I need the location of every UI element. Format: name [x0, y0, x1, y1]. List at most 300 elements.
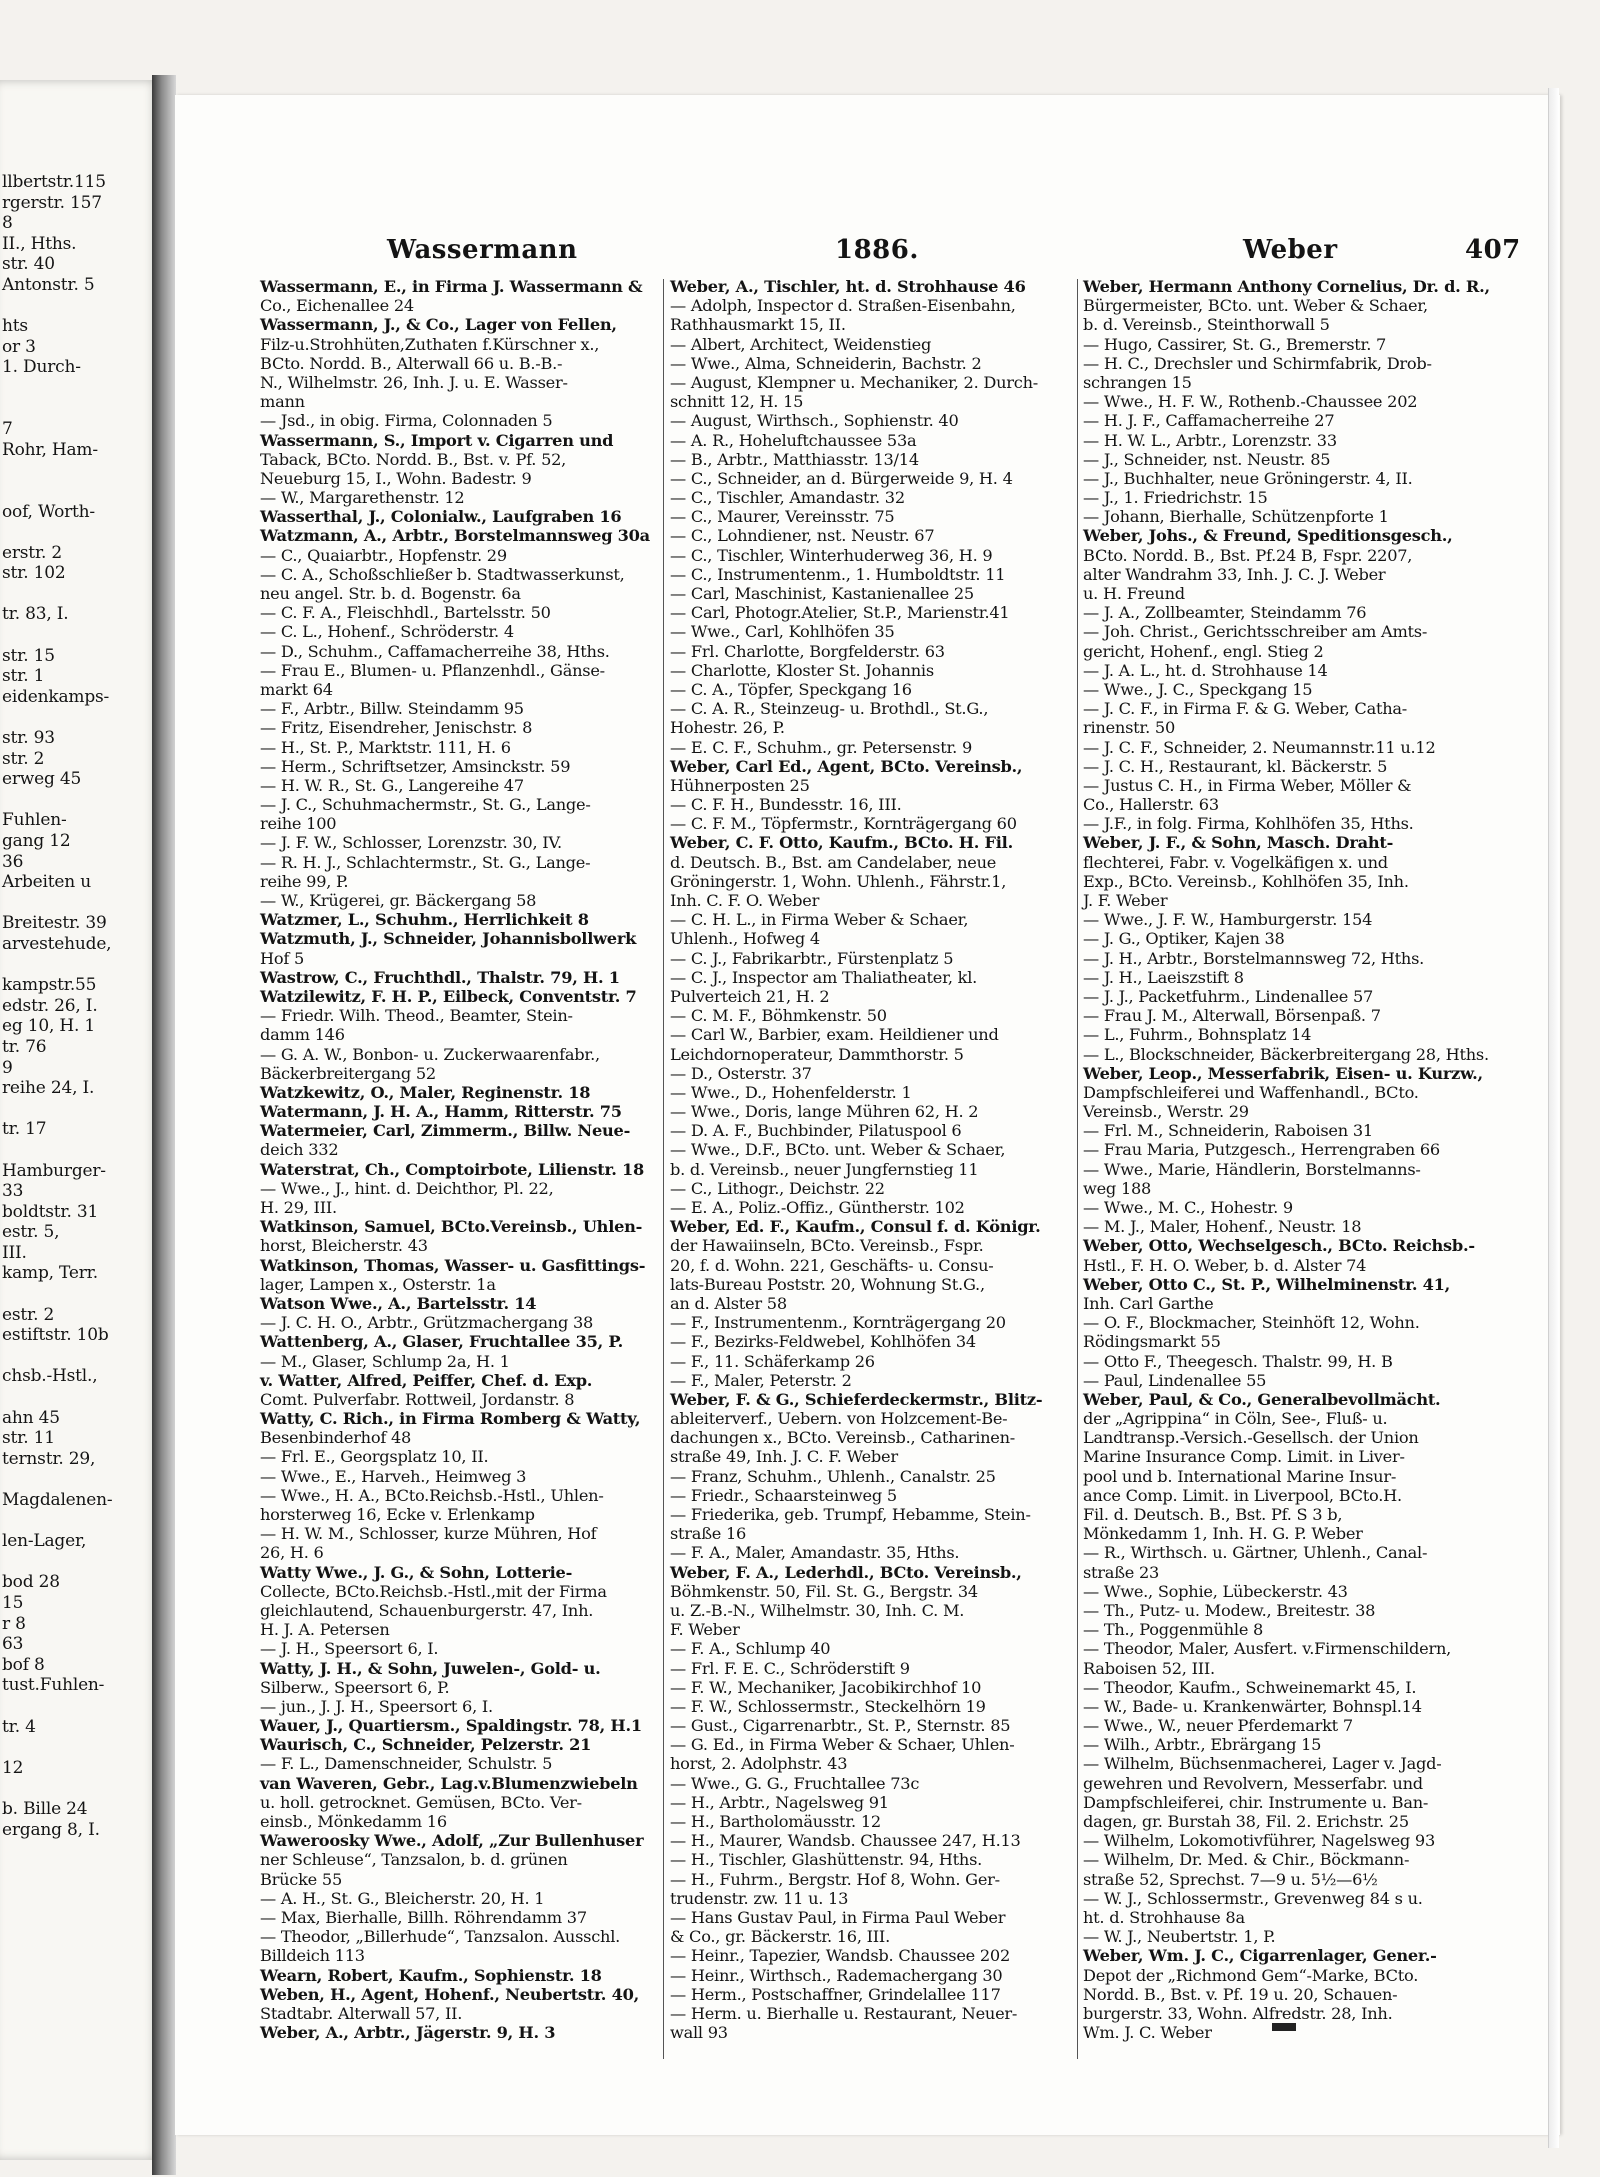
- directory-entry-line: Inh. Carl Garthe: [1083, 1293, 1214, 1313]
- left-page-line: [2, 460, 160, 481]
- directory-entry-line: — Wwe., D.F., BCto. unt. Weber & Schaer,: [670, 1140, 1006, 1160]
- directory-entry-line: — Franz, Schuhm., Uhlenh., Canalstr. 25: [670, 1466, 996, 1486]
- left-page-line: or 3: [2, 336, 36, 357]
- directory-entry-line: — C. F. H., Bundesstr. 16, III.: [670, 795, 902, 815]
- left-page-line: [2, 1737, 160, 1758]
- directory-entry-line: Collecte, BCto.Reichsb.-Hstl.,mit der Firma: [260, 1581, 607, 1601]
- directory-entry-line: — F. W., Mechaniker, Jacobikirchhof 10: [670, 1677, 982, 1697]
- directory-entry-line: — D., Schuhm., Caffamacherreihe 38, Hths.: [260, 641, 610, 661]
- directory-entry-line: ableiterverf., Uebern. von Holzcement-Be-: [670, 1409, 1008, 1429]
- directory-entry-line: Rödingsmarkt 55: [1083, 1332, 1221, 1352]
- directory-entry-head: Weber, F. & G., Schieferdeckermstr., Blitz-: [670, 1389, 1043, 1409]
- directory-entry-head: Wattenberg, A., Glaser, Fruchtallee 35, P.: [260, 1332, 624, 1352]
- directory-entry-line: — Wwe., D., Hohenfelderstr. 1: [670, 1082, 912, 1102]
- directory-entry-line: — Theodor, „Billerhude“, Tanzsalon. Ausschl.: [260, 1927, 621, 1947]
- directory-entry-line: — W. J., Neubertstr. 1, P.: [1083, 1927, 1276, 1947]
- directory-entry-line: — C. A., Töpfer, Speckgang 16: [670, 679, 912, 699]
- directory-entry-line: — Frau Maria, Putzgesch., Herrengraben 66: [1083, 1140, 1440, 1160]
- directory-entry-line: — H., Fuhrm., Bergstr. Hof 8, Wohn. Ger-: [670, 1869, 1000, 1889]
- directory-entry-line: — Carl, Maschinist, Kastanienallee 25: [670, 584, 974, 603]
- left-page-line: str. 15: [2, 645, 55, 666]
- directory-entry-line: Raboisen 52, III.: [1083, 1658, 1215, 1678]
- left-page-line: str. 40: [2, 254, 55, 275]
- directory-entry-line: ance Comp. Limit. in Liverpool, BCto.H.: [1083, 1485, 1402, 1505]
- directory-entry-line: Hstl., F. H. O. Weber, b. d. Alster 74: [1083, 1255, 1367, 1275]
- directory-entry-line: — Wwe., Alma, Schneiderin, Bachstr. 2: [670, 353, 982, 373]
- directory-entry-line: Hof 5: [260, 948, 305, 968]
- directory-entry-line: — H., Arbtr., Nagelsweg 91: [670, 1792, 889, 1812]
- directory-entry-line: — C., Maurer, Vereinsstr. 75: [670, 507, 895, 527]
- directory-entry-line: — B., Arbtr., Matthiasstr. 13/14: [670, 449, 919, 469]
- directory-entry-line: — F., Instrumentenm., Kornträgergang 20: [670, 1313, 1006, 1333]
- directory-entry-line: Pulverteich 21, H. 2: [670, 986, 830, 1006]
- directory-entry-line: — Johann, Bierhalle, Schützenpforte 1: [1083, 507, 1389, 527]
- directory-entry-line: — Paul, Lindenallee 55: [1083, 1370, 1267, 1390]
- directory-entry-head: Watermann, J. H. A., Hamm, Ritterstr. 75: [260, 1102, 622, 1122]
- directory-entry-line: — Wwe., J. C., Speckgang 15: [1083, 679, 1313, 699]
- directory-entry-line: — Herm., Schriftsetzer, Amsinckstr. 59: [260, 756, 571, 776]
- directory-entry-line: — Otto F., Theegesch. Thalstr. 99, H. B: [1083, 1351, 1393, 1371]
- directory-entry-line: mann: [260, 392, 305, 412]
- directory-entry-head: Weber, Leop., Messerfabrik, Eisen- u. Kurzw.,: [1083, 1063, 1483, 1083]
- left-page-line: eg 10, H. 1: [2, 1016, 96, 1037]
- directory-entry-line: dachungen x., BCto. Vereinsb., Catharinen-: [670, 1428, 1016, 1448]
- directory-entry-line: Dampfschleiferei, chir. Instrumente u. Ban-: [1083, 1792, 1429, 1812]
- directory-entry-line: u. holl. getrocknet. Gemüsen, BCto. Ver-: [260, 1792, 582, 1812]
- left-page-line: erweg 45: [2, 769, 82, 790]
- directory-entry-line: — C. J., Fabrikarbtr., Fürstenplatz 5: [670, 948, 954, 968]
- directory-entry-line: — M. J., Maler, Hohenf., Neustr. 18: [1083, 1217, 1362, 1237]
- directory-entry-line: — J.F., in folg. Firma, Kohlhöfen 35, Hths.: [1083, 814, 1414, 834]
- left-page-line: chsb.-Hstl.,: [2, 1366, 98, 1387]
- directory-entry-line: — F., Maler, Peterstr. 2: [670, 1370, 852, 1390]
- directory-entry-head: Watzmer, L., Schuhm., Herrlichkeit 8: [260, 910, 589, 930]
- directory-entry-line: — J. C. F., Schneider, 2. Neumannstr.11 u.12: [1083, 737, 1436, 757]
- directory-column-3: [1083, 277, 1523, 2042]
- directory-entry-line: — J. C. H. O., Arbtr., Grützmachergang 38: [260, 1313, 594, 1333]
- left-page-line: str. 2: [2, 748, 45, 769]
- directory-entry-head: Watzilewitz, F. H. P., Eilbeck, Conventstr. 7: [260, 986, 637, 1006]
- directory-entry-head: Weber, Johs., & Freund, Speditionsgesch.,: [1083, 526, 1453, 546]
- directory-entry-line: — J. F. W., Schlosser, Lorenzstr. 30, IV.: [260, 833, 562, 853]
- left-page-line: [2, 399, 160, 420]
- left-page-line: rgerstr. 157: [2, 192, 102, 213]
- directory-entry-line: — L., Blockschneider, Bäckerbreitergang 28, Hths.: [1083, 1044, 1489, 1064]
- left-page-line: [2, 1469, 160, 1490]
- directory-entry-line: — F. A., Schlump 40: [670, 1639, 831, 1659]
- directory-entry-line: — W. J., Schlossermstr., Grevenweg 84 s u.: [1083, 1888, 1423, 1908]
- directory-entry-line: Dampfschleiferei und Waffenhandl., BCto.: [1083, 1082, 1419, 1102]
- directory-entry-head: Wassermann, E., in Firma J. Wassermann &: [260, 277, 643, 296]
- directory-entry-line: b. d. Vereinsb., neuer Jungfernstieg 11: [670, 1159, 979, 1179]
- directory-entry-head: Watzmuth, J., Schneider, Johannisbollwerk: [260, 929, 637, 949]
- left-page-line: [2, 296, 160, 317]
- directory-entry-line: — L., Fuhrm., Bohnsplatz 14: [1083, 1025, 1312, 1045]
- directory-entry-line: gewehren und Revolvern, Messerfabr. und: [1083, 1773, 1423, 1793]
- directory-entry-head: Waterstrat, Ch., Comptoirbote, Lilienstr. 18: [260, 1159, 645, 1179]
- directory-entry-line: BCto. Nordd. B., Bst. Pf.24 B, Fspr. 2207,: [1083, 545, 1413, 565]
- left-page-line: [2, 955, 160, 976]
- directory-entry-line: trudenstr. zw. 11 u. 13: [670, 1888, 849, 1908]
- header-left-guideword: Wassermann: [387, 235, 578, 265]
- left-page-line: estr. 2: [2, 1304, 55, 1325]
- directory-entry-line: Hühnerposten 25: [670, 775, 810, 795]
- directory-entry-line: pool und b. International Marine Insur-: [1083, 1466, 1397, 1486]
- directory-entry-line: 26, H. 6: [260, 1543, 324, 1563]
- directory-entry-line: Uhlenh., Hofweg 4: [670, 929, 820, 949]
- directory-entry-line: — E. C. F., Schuhm., gr. Petersenstr. 9: [670, 737, 973, 757]
- left-page-line: edstr. 26, I.: [2, 995, 98, 1016]
- left-page-line: tr. 76: [2, 1036, 47, 1057]
- directory-entry-line: Co., Eichenallee 24: [260, 296, 414, 316]
- directory-entry-line: — jun., J. J. H., Speersort 6, I.: [260, 1696, 493, 1716]
- directory-entry-line: — Wwe., H. F. W., Rothenb.-Chaussee 202: [1083, 392, 1418, 412]
- directory-entry-line: Neueburg 15, I., Wohn. Badestr. 9: [260, 468, 532, 488]
- directory-entry-line: — Th., Putz- u. Modew., Breitestr. 38: [1083, 1600, 1376, 1620]
- left-page-line: eidenkamps-: [2, 686, 110, 707]
- directory-entry-head: van Waveren, Gebr., Lag.v.Blumenzwiebeln: [260, 1773, 638, 1793]
- left-page-line: 12: [2, 1757, 24, 1778]
- directory-entry-head: Watkinson, Thomas, Wasser- u. Gasfittings-: [260, 1255, 646, 1275]
- directory-entry-line: — A. H., St. G., Bleicherstr. 20, H. 1: [260, 1888, 545, 1908]
- directory-entry-line: alter Wandrahm 33, Inh. J. C. J. Weber: [1083, 564, 1386, 584]
- directory-entry-line: — C. F. M., Töpfermstr., Kornträgergang 60: [670, 814, 1017, 834]
- directory-entry-line: N., Wilhelmstr. 26, Inh. J. u. E. Wasser-: [260, 372, 568, 392]
- left-page-line: [2, 893, 160, 914]
- directory-entry-line: — Hugo, Cassirer, St. G., Bremerstr. 7: [1083, 334, 1387, 354]
- directory-entry-line: — Wwe., Doris, lange Mühren 62, H. 2: [670, 1102, 979, 1122]
- directory-entry-line: horst, Bleicherstr. 43: [260, 1236, 428, 1256]
- directory-entry-line: — Wilhelm, Büchsenmacherei, Lager v. Jagd-: [1083, 1754, 1442, 1774]
- directory-entry-line: — Frl. M., Schneiderin, Raboisen 31: [1083, 1121, 1373, 1141]
- left-page-line: ternstr. 29,: [2, 1448, 96, 1469]
- directory-entry-head: Weber, Carl Ed., Agent, BCto. Vereinsb.,: [670, 756, 1023, 776]
- directory-entry-line: reihe 99, P.: [260, 871, 349, 891]
- directory-entry-line: — Albert, Architect, Weidenstieg: [670, 334, 932, 354]
- directory-entry-line: Marine Insurance Comp. Limit. in Liver-: [1083, 1447, 1405, 1467]
- directory-entry-line: flechterei, Fabr. v. Vogelkäfigen x. und: [1083, 852, 1388, 872]
- left-page-line: Hamburger-: [2, 1160, 106, 1181]
- directory-entry-line: — C. H. L., in Firma Weber & Schaer,: [670, 910, 969, 930]
- directory-entry-line: — D., Osterstr. 37: [670, 1063, 812, 1083]
- header-right-guideword: Weber: [1243, 235, 1338, 265]
- directory-entry-line: — J. G., Optiker, Kajen 38: [1083, 929, 1285, 949]
- directory-entry-head: Watty Wwe., J. G., & Sohn, Lotterie-: [260, 1562, 573, 1582]
- left-page-line: 33: [2, 1181, 24, 1202]
- directory-entry-head: Watty, J. H., & Sohn, Juwelen-, Gold- u.: [260, 1658, 601, 1678]
- directory-entry-line: — Herm. u. Bierhalle u. Restaurant, Neuer-: [670, 2003, 1018, 2023]
- directory-entry-line: Stadtabr. Alterwall 57, II.: [260, 2003, 463, 2023]
- directory-entry-line: deich 332: [260, 1140, 339, 1160]
- directory-entry-line: horsterweg 16, Ecke v. Erlenkamp: [260, 1505, 535, 1524]
- left-page-line: arvestehude,: [2, 933, 112, 954]
- directory-entry-line: Depot der „Richmond Gem“-Marke, BCto.: [1083, 1965, 1419, 1985]
- left-page-line: [2, 790, 160, 811]
- directory-entry-line: Rathhausmarkt 15, II.: [670, 315, 846, 335]
- left-page-line: str. 102: [2, 563, 66, 584]
- left-page-line: 63: [2, 1634, 24, 1655]
- directory-entry-line: b. d. Vereinsb., Steinthorwall 5: [1083, 315, 1330, 335]
- page-fore-edge: [1548, 88, 1559, 2148]
- directory-entry-line: & Co., gr. Bäckerstr. 16, III.: [670, 1927, 890, 1947]
- directory-entry-line: gleichlautend, Schauenburgerstr. 47, Inh.: [260, 1600, 594, 1620]
- directory-entry-head: Weber, Otto, Wechselgesch., BCto. Reichsb.-: [1083, 1236, 1475, 1256]
- directory-entry-line: straße 16: [670, 1524, 747, 1544]
- directory-entry-line: — Wwe., Marie, Händlerin, Borstelmanns-: [1083, 1159, 1421, 1179]
- directory-entry-head: Wassermann, J., & Co., Lager von Fellen,: [260, 315, 617, 335]
- directory-entry-line: rinenstr. 50: [1083, 718, 1176, 738]
- directory-entry-line: — C., Tischler, Winterhuderweg 36, H. 9: [670, 545, 993, 565]
- left-page-line: [2, 481, 160, 502]
- directory-entry-line: Fil. d. Deutsch. B., Bst. Pf. S 3 b,: [1083, 1505, 1343, 1524]
- directory-entry-line: Gröningerstr. 1, Wohn. Uhlenh., Fährstr.1,: [670, 871, 1007, 891]
- directory-entry-line: — J. A., Zollbeamter, Steindamm 76: [1083, 603, 1367, 623]
- directory-entry-line: — J., Schneider, nst. Neustr. 85: [1083, 449, 1331, 469]
- directory-entry-line: — F. W., Schlossermstr., Steckelhörn 19: [670, 1696, 986, 1716]
- directory-entry-line: wall 93: [670, 2023, 728, 2043]
- directory-entry-line: — J. H., Arbtr., Borstelmannsweg 72, Hths.: [1083, 948, 1425, 968]
- directory-entry-line: — Friedr. Wilh. Theod., Beamter, Stein-: [260, 1006, 573, 1026]
- directory-entry-line: — Wwe., M. C., Hohestr. 9: [1083, 1198, 1293, 1217]
- directory-entry-line: — C., Quaiarbtr., Hopfenstr. 29: [260, 545, 507, 565]
- directory-entry-line: horst, 2. Adolphstr. 43: [670, 1754, 848, 1774]
- directory-entry-line: Bäckerbreitergang 52: [260, 1063, 436, 1083]
- directory-entry-line: — H. J. F., Caffamacherreihe 27: [1083, 411, 1335, 431]
- directory-entry-line: — C. F. A., Fleischhdl., Bartelsstr. 50: [260, 603, 551, 623]
- directory-entry-line: — C. L., Hohenf., Schröderstr. 4: [260, 622, 514, 642]
- directory-entry-line: — C. J., Inspector am Thaliatheater, kl.: [670, 967, 978, 987]
- directory-entry-line: reihe 100: [260, 814, 337, 834]
- directory-entry-line: ht. d. Strohhause 8a: [1083, 1907, 1245, 1927]
- directory-entry-line: — H. W. M., Schlosser, kurze Mühren, Hof: [260, 1524, 597, 1544]
- directory-entry-head: Weber, A., Tischler, ht. d. Strohhause 46: [670, 277, 1026, 296]
- directory-entry-line: Besenbinderhof 48: [260, 1428, 412, 1448]
- left-page-line: [2, 1552, 160, 1573]
- left-page-line: [2, 1511, 160, 1532]
- left-page-line: bod 28: [2, 1572, 60, 1593]
- directory-entry-line: 20, f. d. Wohn. 221, Geschäfts- u. Consu-: [670, 1255, 994, 1275]
- directory-column-1: [260, 277, 660, 2042]
- directory-entry-line: — J. J., Packetfuhrm., Lindenallee 57: [1083, 986, 1374, 1006]
- directory-entry-line: markt 64: [260, 679, 333, 699]
- directory-entry-line: — F. A., Maler, Amandastr. 35, Hths.: [670, 1543, 960, 1563]
- directory-entry-line: — J., 1. Friedrichstr. 15: [1083, 488, 1268, 508]
- directory-entry-line: — H., Maurer, Wandsb. Chaussee 247, H.13: [670, 1831, 1021, 1851]
- left-page-line: 36: [2, 851, 24, 872]
- directory-entry-line: — F., Arbtr., Billw. Steindamm 95: [260, 699, 524, 719]
- directory-entry-line: — Wwe., Carl, Kohlhöfen 35: [670, 622, 895, 642]
- directory-entry-line: Billdeich 113: [260, 1946, 365, 1966]
- directory-entry-head: Wastrow, C., Fruchthdl., Thalstr. 79, H. 1: [260, 967, 620, 987]
- directory-entry-line: — W., Krügerei, gr. Bäckergang 58: [260, 891, 537, 910]
- left-page-line: str. 1: [2, 666, 45, 687]
- directory-entry-head: Watzmann, A., Arbtr., Borstelmannsweg 30a: [260, 526, 650, 546]
- directory-entry-line: Landtransp.-Versich.-Gesellsch. der Union: [1083, 1428, 1419, 1448]
- directory-entry-line: — M., Glaser, Schlump 2a, H. 1: [260, 1351, 510, 1371]
- directory-entry-line: — Wwe., G. G., Fruchtallee 73c: [670, 1773, 920, 1793]
- directory-entry-head: Weber, F. A., Lederhdl., BCto. Vereinsb.,: [670, 1562, 1022, 1582]
- directory-entry-head: Watzkewitz, O., Maler, Reginenstr. 18: [260, 1082, 591, 1102]
- directory-entry-head: Watty, C. Rich., in Firma Romberg & Watty,: [260, 1409, 641, 1429]
- left-page-line: Rohr, Ham-: [2, 439, 98, 460]
- directory-entry-line: damm 146: [260, 1025, 345, 1045]
- directory-entry-line: Nordd. B., Bst. v. Pf. 19 u. 20, Schauen-: [1083, 1984, 1398, 2004]
- left-page-line: ahn 45: [2, 1407, 60, 1428]
- directory-entry-line: — C., Lohndiener, nst. Neustr. 67: [670, 526, 935, 546]
- left-page-line: [2, 625, 160, 646]
- directory-entry-line: — C. A. R., Steinzeug- u. Brothdl., St.G.,: [670, 699, 989, 719]
- directory-entry-line: Vereinsb., Werstr. 29: [1083, 1102, 1249, 1122]
- directory-entry-line: straße 23: [1083, 1562, 1160, 1582]
- directory-entry-line: — Frau E., Blumen- u. Pflanzenhdl., Gänse-: [260, 660, 605, 680]
- directory-entry-line: — J. A. L., ht. d. Strohhause 14: [1083, 660, 1328, 680]
- directory-entry-head: Watkinson, Samuel, BCto.Vereinsb., Uhlen-: [260, 1217, 643, 1237]
- directory-entry-line: — Wwe., Sophie, Lübeckerstr. 43: [1083, 1581, 1348, 1601]
- directory-entry-line: F. Weber: [670, 1620, 740, 1640]
- directory-entry-line: — J. C. H., Restaurant, kl. Bäckerstr. 5: [1083, 756, 1388, 776]
- directory-entry-line: einsb., Mönkedamm 16: [260, 1812, 447, 1831]
- left-page-line: str. 11: [2, 1428, 55, 1449]
- left-page-line: tr. 17: [2, 1119, 47, 1140]
- left-page-line: ergang 8, I.: [2, 1819, 100, 1840]
- directory-entry-line: — H., St. P., Marktstr. 111, H. 6: [260, 737, 511, 757]
- left-page-line: [2, 1346, 160, 1367]
- directory-entry-head: Watson Wwe., A., Bartelsstr. 14: [260, 1293, 537, 1313]
- directory-entry-line: schnitt 12, H. 15: [670, 392, 804, 412]
- directory-entry-head: Weber, C. F. Otto, Kaufm., BCto. H. Fil.: [670, 833, 1013, 853]
- directory-entry-line: — Frl. F. E. C., Schröderstift 9: [670, 1658, 910, 1678]
- left-page-line: estiftstr. 10b: [2, 1325, 109, 1346]
- left-page-line: tust.Fuhlen-: [2, 1675, 105, 1696]
- directory-entry-line: schrangen 15: [1083, 372, 1192, 392]
- directory-entry-line: — Theodor, Maler, Ausfert. v.Firmenschildern,: [1083, 1639, 1452, 1659]
- directory-entry-line: — Wwe., W., neuer Pferdemarkt 7: [1083, 1716, 1353, 1736]
- directory-entry-line: — W., Margarethenstr. 12: [260, 488, 465, 508]
- directory-entry-line: — Carl, Photogr.Atelier, St.P., Marienstr.41: [670, 603, 1010, 623]
- left-page-line: [2, 378, 160, 399]
- directory-entry-line: — C., Tischler, Amandastr. 32: [670, 488, 905, 508]
- directory-entry-line: — D. A. F., Buchbinder, Pilatuspool 6: [670, 1121, 962, 1141]
- directory-entry-line: — H. W. R., St. G., Langereihe 47: [260, 775, 524, 795]
- left-page-line: [2, 1284, 160, 1305]
- left-page-line: III.: [2, 1242, 27, 1263]
- directory-entry-line: — H. W. L., Arbtr., Lorenzstr. 33: [1083, 430, 1337, 450]
- directory-entry-line: — R. H. J., Schlachtermstr., St. G., Lange-: [260, 852, 591, 872]
- directory-entry-line: ner Schleuse“, Tanzsalon, b. d. grünen: [260, 1850, 568, 1870]
- directory-entry-line: neu angel. Str. b. d. Bogenstr. 6a: [260, 584, 521, 603]
- directory-entry-head: Wasserthal, J., Colonialw., Laufgraben 16: [260, 507, 622, 527]
- directory-entry-head: Wearn, Robert, Kaufm., Sophienstr. 18: [260, 1965, 602, 1985]
- directory-entry-line: — Wwe., E., Harveh., Heimweg 3: [260, 1466, 527, 1486]
- directory-entry-line: Mönkedamm 1, Inh. H. G. P. Weber: [1083, 1524, 1363, 1544]
- column-divider: [663, 279, 664, 2059]
- directory-entry-head: Weber, Otto C., St. P., Wilhelminenstr. 41,: [1083, 1274, 1451, 1294]
- directory-entry-line: Silberw., Speersort 6, P.: [260, 1677, 450, 1697]
- directory-entry-head: Weben, H., Agent, Hohenf., Neubertstr. 40,: [260, 1984, 639, 2004]
- directory-entry-line: — Wwe., J. F. W., Hamburgerstr. 154: [1083, 910, 1373, 930]
- directory-entry-line: — F., Bezirks-Feldwebel, Kohlhöfen 34: [670, 1332, 976, 1352]
- left-page-line: llbertstr.115: [2, 172, 106, 192]
- left-page-line: [2, 1696, 160, 1717]
- left-page-line: reihe 24, I.: [2, 1078, 95, 1099]
- directory-entry-line: — Friederika, geb. Trumpf, Hebamme, Stein-: [670, 1505, 1031, 1524]
- running-header: [175, 235, 1560, 271]
- directory-entry-head: Weber, Wm. J. C., Cigarrenlager, Gener.-: [1083, 1946, 1437, 1966]
- directory-entry-line: — E. A., Poliz.-Offiz., Güntherstr. 102: [670, 1198, 965, 1217]
- directory-entry-line: Comt. Pulverfabr. Rottweil, Jordanstr. 8: [260, 1389, 575, 1409]
- directory-entry-line: — Joh. Christ., Gerichtsschreiber am Amts-: [1083, 622, 1428, 642]
- left-page-text: [2, 172, 160, 1840]
- ink-mark: [1272, 2023, 1296, 2031]
- left-page-line: tr. 83, I.: [2, 604, 69, 625]
- directory-entry-line: — Herm., Postschaffner, Grindelallee 117: [670, 1984, 1001, 2004]
- directory-entry-line: — Frl. Charlotte, Borgfelderstr. 63: [670, 641, 945, 661]
- directory-entry-line: lats-Bureau Poststr. 20, Wohnung St.G.,: [670, 1274, 985, 1294]
- directory-entry-line: — C. A., Schoßschließer b. Stadtwasserkunst,: [260, 564, 625, 584]
- directory-entry-line: — Carl W., Barbier, exam. Heildiener und: [670, 1025, 999, 1045]
- directory-entry-line: an d. Alster 58: [670, 1293, 787, 1313]
- directory-entry-line: — C., Lithogr., Deichstr. 22: [670, 1178, 885, 1198]
- directory-entry-line: — J., Buchhalter, neue Gröningerstr. 4, II.: [1083, 468, 1413, 488]
- directory-entry-line: u. Z.-B.-N., Wilhelmstr. 30, Inh. C. M.: [670, 1600, 965, 1620]
- left-page-line: erstr. 2: [2, 542, 63, 563]
- directory-entry-line: — R., Wirthsch. u. Gärtner, Uhlenh., Canal-: [1083, 1543, 1428, 1563]
- directory-entry-line: — Friedr., Schaarsteinweg 5: [670, 1485, 897, 1505]
- directory-entry-line: — Justus C. H., in Firma Weber, Möller &: [1083, 775, 1412, 795]
- left-page-line: gang 12: [2, 831, 71, 851]
- directory-entry-line: Böhmkenstr. 50, Fil. St. G., Bergstr. 34: [670, 1581, 978, 1601]
- directory-entry-head: Weber, Paul, & Co., Generalbevollmächt.: [1083, 1389, 1441, 1409]
- directory-entry-line: — G. Ed., in Firma Weber & Schaer, Uhlen-: [670, 1735, 1015, 1755]
- directory-entry-line: dagen, gr. Burstah 38, Fil. 2. Erichstr. 25: [1083, 1812, 1409, 1831]
- left-page-line: hts: [2, 316, 28, 337]
- left-page-line: 7: [2, 419, 13, 440]
- left-page-line: oof, Worth-: [2, 501, 95, 522]
- directory-entry-line: — Fritz, Eisendreher, Jenischstr. 8: [260, 718, 533, 738]
- directory-entry-line: straße 49, Inh. J. C. F. Weber: [670, 1447, 898, 1467]
- directory-entry-line: — Frau J. M., Alterwall, Börsenpaß. 7: [1083, 1006, 1381, 1026]
- left-page-line: Arbeiten u: [2, 872, 91, 893]
- left-page-line: [2, 707, 160, 728]
- left-page-line: Antonstr. 5: [2, 274, 95, 295]
- directory-entry-line: BCto. Nordd. B., Alterwall 66 u. B.-B.-: [260, 353, 563, 373]
- directory-entry-line: — Hans Gustav Paul, in Firma Paul Weber: [670, 1907, 1006, 1927]
- directory-entry-line: — W., Bade- u. Krankenwärter, Bohnspl.14: [1083, 1696, 1422, 1716]
- left-page-line: [2, 1099, 160, 1120]
- left-page-line: Fuhlen-: [2, 810, 67, 831]
- directory-entry-line: — H., Tischler, Glashüttenstr. 94, Hths.: [670, 1850, 983, 1870]
- directory-entry-line: Wm. J. C. Weber: [1083, 2023, 1212, 2043]
- directory-entry-line: Taback, BCto. Nordd. B., Bst. v. Pf. 52,: [260, 449, 567, 469]
- left-page-line: bof 8: [2, 1654, 45, 1675]
- left-page-line: [2, 1778, 160, 1799]
- left-page-line: [2, 522, 160, 543]
- page-number: 407: [1465, 235, 1521, 265]
- left-page-line: [2, 1387, 160, 1408]
- directory-entry-head: Waweroosky Wwe., Adolf, „Zur Bullenhuser: [260, 1831, 644, 1851]
- left-page-line: Breitestr. 39: [2, 913, 107, 934]
- left-page-line: 9: [2, 1057, 13, 1078]
- directory-entry-line: — Gust., Cigarrenarbtr., St. P., Sternstr. 85: [670, 1716, 1011, 1736]
- directory-entry-head: Weber, Ed. F., Kaufm., Consul f. d. Königr.: [670, 1217, 1041, 1237]
- left-page-line: [2, 1140, 160, 1161]
- directory-entry-line: — Frl. E., Georgsplatz 10, II.: [260, 1447, 489, 1467]
- directory-entry-line: der Hawaiinseln, BCto. Vereinsb., Fspr.: [670, 1236, 984, 1256]
- left-page-line: tr. 4: [2, 1716, 36, 1737]
- left-page-line: str. 93: [2, 728, 55, 749]
- directory-entry-line: H. J. A. Petersen: [260, 1620, 390, 1640]
- left-page-line: r 8: [2, 1613, 26, 1634]
